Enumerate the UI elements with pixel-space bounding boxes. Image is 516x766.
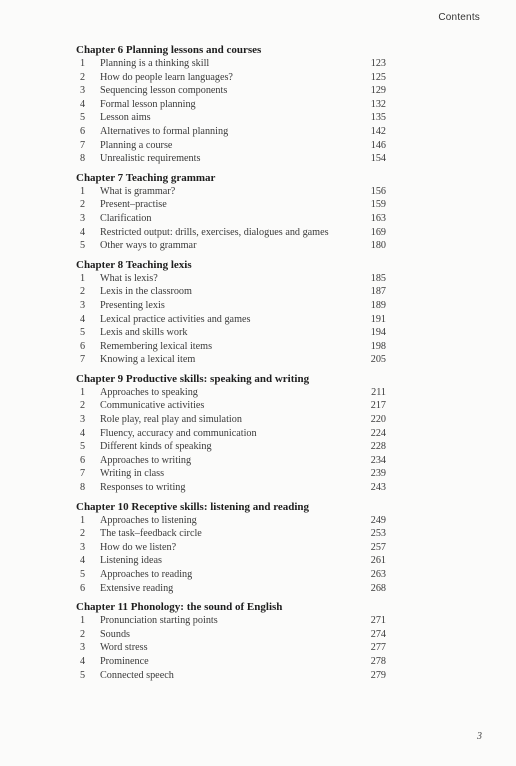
toc-entry (76, 198, 386, 212)
entry-number: 4 (80, 427, 86, 439)
entry-page-number: 224 (370, 427, 386, 439)
entry-number: 3 (80, 212, 86, 224)
entry-title: The task–feedback circle (100, 528, 202, 540)
entry-number: 1 (80, 185, 86, 197)
page-number: 3 (477, 731, 482, 742)
toc-entry (76, 413, 386, 427)
entry-title: Role play, real play and simulation (100, 414, 242, 426)
entry-number: 4 (80, 226, 86, 238)
toc-entry (76, 386, 386, 400)
entry-page-number: 156 (370, 185, 386, 197)
entry-number: 2 (80, 71, 86, 83)
toc-entry (76, 299, 386, 313)
entry-page-number: 169 (370, 226, 386, 238)
entry-number: 5 (80, 569, 86, 580)
entry-title: Knowing a lexical item (100, 354, 196, 366)
entry-page-number: 253 (370, 528, 386, 540)
running-head: Contents (438, 12, 480, 23)
entry-page-number: 211 (371, 386, 386, 398)
toc-entry (76, 111, 386, 125)
chapter-title: Chapter 10 Receptive skills: listening and reading (76, 500, 310, 513)
entry-page-number: 154 (370, 153, 386, 165)
chapter-section (76, 258, 386, 367)
toc-entry (76, 527, 386, 541)
entry-number: 4 (80, 313, 86, 325)
toc-entry (76, 139, 386, 153)
entry-page-number: 268 (370, 582, 386, 594)
entry-page-number: 123 (370, 58, 386, 69)
entry-page-number: 185 (370, 272, 386, 284)
entry-number: 7 (80, 139, 86, 151)
entry-title: Different kinds of speaking (100, 441, 212, 453)
entry-number: 3 (80, 414, 86, 426)
entry-title: Responses to writing (100, 482, 186, 494)
toc-entry (76, 614, 386, 628)
entry-number: 2 (80, 628, 86, 640)
entry-title: Lexical practice activities and games (100, 313, 251, 325)
entry-title: Present–practise (100, 199, 167, 211)
entry-page-number: 228 (370, 441, 386, 453)
chapter-section (76, 171, 386, 253)
entry-number: 3 (80, 299, 86, 311)
chapter-title: Chapter 8 Teaching lexis (76, 258, 192, 271)
entry-title: Prominence (100, 655, 149, 667)
entry-page-number: 271 (370, 615, 386, 627)
toc-entry (76, 313, 386, 327)
toc-entry (76, 440, 386, 454)
entry-title: Writing in class (100, 468, 165, 480)
toc-entry (76, 340, 386, 354)
chapter-title: Chapter 7 Teaching grammar (76, 171, 216, 184)
entry-number: 5 (80, 669, 86, 681)
entry-page-number: 278 (370, 655, 386, 667)
entry-page-number: 205 (370, 354, 386, 366)
toc-entry (76, 655, 386, 669)
entry-page-number: 198 (370, 340, 386, 352)
entry-number: 6 (80, 340, 86, 352)
toc-entry (76, 226, 386, 240)
chapter-section (76, 600, 386, 682)
entry-page-number: 263 (370, 569, 386, 580)
entry-title: Clarification (100, 212, 152, 224)
entry-page-number: 220 (370, 414, 386, 426)
entry-number: 6 (80, 125, 86, 137)
entry-title: What is grammar? (100, 185, 176, 197)
entry-page-number: 217 (370, 400, 386, 412)
toc-entry (76, 481, 386, 495)
entry-number: 2 (80, 400, 86, 412)
entry-title: Formal lesson planning (100, 98, 196, 110)
chapter-section (76, 43, 386, 166)
entry-page-number: 234 (370, 454, 386, 466)
toc-entry (76, 514, 386, 528)
toc-entry (76, 427, 386, 441)
toc-entry (76, 568, 386, 582)
entry-title: Restricted output: drills, exercises, dialogues and games (100, 226, 329, 238)
toc-entry (76, 152, 386, 166)
entry-page-number: 279 (370, 669, 386, 681)
entry-page-number: 191 (370, 313, 386, 325)
entry-title: Pronunciation starting points (100, 615, 218, 627)
toc-entry (76, 125, 386, 139)
entry-number: 1 (80, 272, 86, 284)
entry-title: Communicative activities (100, 400, 205, 412)
toc-entry (76, 454, 386, 468)
entry-page-number: 261 (370, 555, 386, 567)
entry-number: 5 (80, 112, 86, 124)
chapter-title: Chapter 11 Phonology: the sound of English (76, 601, 283, 614)
entry-number: 1 (80, 615, 86, 627)
toc-entry (76, 467, 386, 481)
toc-entry (76, 399, 386, 413)
entry-page-number: 146 (370, 139, 386, 151)
entry-page-number: 239 (370, 468, 386, 480)
toc-entry (76, 641, 386, 655)
toc-entry (76, 272, 386, 286)
entry-number: 2 (80, 199, 86, 211)
entry-page-number: 142 (370, 125, 386, 137)
entry-number: 1 (80, 58, 86, 69)
entry-number: 1 (80, 386, 86, 398)
toc-entry (76, 212, 386, 226)
entry-title: Lesson aims (100, 112, 151, 124)
entry-title: Approaches to writing (100, 454, 192, 466)
entry-title: Remembering lexical items (100, 340, 213, 352)
toc-entry (76, 326, 386, 340)
entry-title: Unrealistic requirements (100, 153, 201, 165)
toc-entry (76, 669, 386, 683)
toc-entry (76, 541, 386, 555)
entry-title: Connected speech (100, 669, 174, 681)
entry-title: Lexis in the classroom (100, 286, 192, 298)
entry-title: Approaches to reading (100, 569, 193, 580)
entry-title: Extensive reading (100, 582, 174, 594)
entry-number: 3 (80, 642, 86, 654)
entry-number: 3 (80, 541, 86, 553)
entry-page-number: 274 (370, 628, 386, 640)
entry-title: What is lexis? (100, 272, 158, 284)
toc-entry (76, 98, 386, 112)
entry-page-number: 249 (370, 514, 386, 526)
entry-number: 2 (80, 286, 86, 298)
entry-page-number: 132 (370, 98, 386, 110)
chapter-title: Chapter 9 Productive skills: speaking and writing (76, 372, 310, 385)
toc-entry (76, 71, 386, 85)
entry-number: 2 (80, 528, 86, 540)
chapter-section (76, 372, 386, 495)
entry-title: Planning is a thinking skill (100, 58, 210, 69)
entry-number: 5 (80, 240, 86, 252)
entry-page-number: 189 (370, 299, 386, 311)
entry-number: 6 (80, 582, 86, 594)
entry-page-number: 135 (370, 112, 386, 124)
entry-title: Sounds (100, 628, 131, 640)
entry-title: Alternatives to formal planning (100, 125, 229, 137)
entry-title: Approaches to speaking (100, 386, 198, 398)
entry-number: 7 (80, 354, 86, 366)
entry-title: Listening ideas (100, 555, 162, 567)
entry-number: 1 (80, 514, 86, 526)
entry-page-number: 163 (370, 212, 386, 224)
entry-title: How do people learn languages? (100, 71, 233, 83)
entry-title: Word stress (100, 642, 148, 654)
entry-page-number: 194 (370, 327, 386, 339)
toc-entry (76, 84, 386, 98)
entry-title: Presenting lexis (100, 299, 165, 311)
entry-number: 8 (80, 482, 86, 494)
entry-number: 5 (80, 327, 86, 339)
entry-page-number: 243 (370, 482, 386, 494)
entry-number: 4 (80, 555, 86, 567)
toc-entry (76, 554, 386, 568)
entry-title: Lexis and skills work (100, 327, 188, 339)
entry-number: 8 (80, 153, 86, 165)
toc-entry (76, 353, 386, 367)
toc-entry (76, 285, 386, 299)
chapter-section (76, 500, 386, 596)
entry-title: How do we listen? (100, 541, 177, 553)
entry-number: 6 (80, 454, 86, 466)
entry-page-number: 129 (370, 85, 386, 97)
entry-number: 7 (80, 468, 86, 480)
entry-number: 5 (80, 441, 86, 453)
table-of-contents (76, 43, 386, 687)
entry-page-number: 277 (370, 642, 386, 654)
entry-title: Other ways to grammar (100, 240, 197, 252)
toc-entry (76, 582, 386, 596)
entry-title: Fluency, accuracy and communication (100, 427, 257, 439)
entry-title: Approaches to listening (100, 514, 197, 526)
toc-entry (76, 239, 386, 253)
entry-page-number: 159 (370, 199, 386, 211)
entry-number: 3 (80, 85, 86, 97)
entry-number: 4 (80, 98, 86, 110)
toc-entry (76, 57, 386, 71)
entry-title: Planning a course (100, 139, 173, 151)
entry-number: 4 (80, 655, 86, 667)
entry-page-number: 257 (370, 541, 386, 553)
entry-page-number: 187 (370, 286, 386, 298)
entry-page-number: 180 (370, 240, 386, 252)
entry-title: Sequencing lesson components (100, 85, 228, 97)
toc-entry (76, 185, 386, 199)
chapter-title: Chapter 6 Planning lessons and courses (76, 44, 262, 56)
toc-entry (76, 628, 386, 642)
entry-page-number: 125 (370, 71, 386, 83)
